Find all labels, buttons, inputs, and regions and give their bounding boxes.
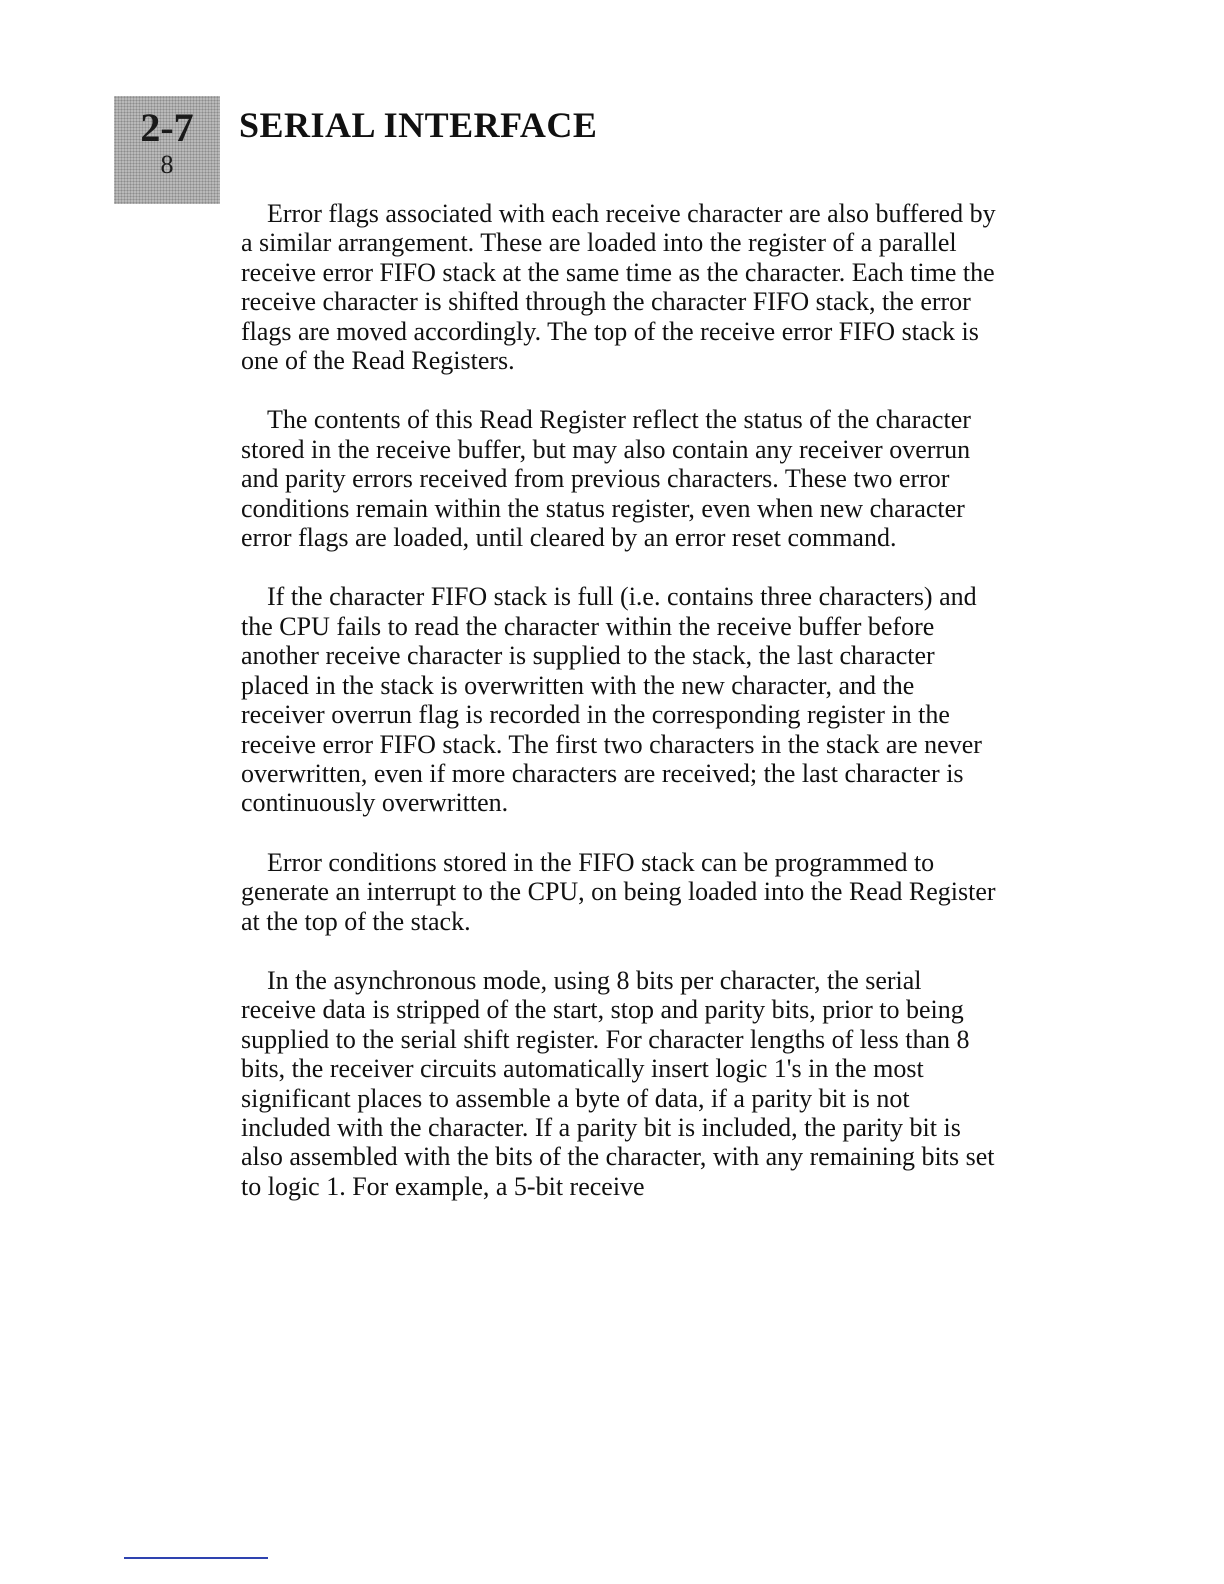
paragraph-async-mode: In the asynchronous mode, using 8 bits per character, the serial receive data is stripped of the start, stop and parity bits, prior to being supplied to the serial shift register. For character lengths of less than 8 bits, the receiver circuits automatically insert logic 1's in the most significant places to assemble a byte of data, if a parity bit is not included with the character. If a parity bit is included, the parity bit is also assembled with the bits of the character, with any remaining bits set to logic 1. For example, a 5-bit receive [241,965,995,1201]
section-tab [114,96,220,204]
page-title: SERIAL INTERFACE [239,105,598,145]
body-text [241,199,1001,1231]
section-subnumber: 8 [160,150,174,179]
paragraph-error-interrupt: Error conditions stored in the FIFO stack can be programmed to generate an interrupt to the CPU, on being loaded into the Read Register at the top of the stack. [241,847,996,936]
section-number: 2-7 [140,105,194,150]
paragraph-error-flags: Error flags associated with each receive character are also buffered by a similar arrangement. These are loaded into the register of a parallel receive error FIFO stack at the same time as the character. Each time the receive character is shifted through the character FIFO stack, the error flags are moved accordingly. The top of the receive error FIFO stack is one of the Read Registers. [241,199,996,376]
paragraph-read-register: The contents of this Read Register reflect the status of the character stored in the receive buffer, but may also contain any receiver overrun and parity errors received from previous characters. These two error conditions remain within the status register, even when new character error flags are loaded, until cleared by an error reset command. [241,405,971,553]
paragraph-fifo-full: If the character FIFO stack is full (i.e. contains three characters) and the CPU fails to read the character within the receive buffer before another receive character is supplied to the stack, the last character placed in the stack is overwritten with the new character, and the receiver overrun flag is recorded in the corresponding register in the receive error FIFO stack. The first two characters in the stack are never overwritten, even if more characters are received; the last character is continuously overwritten. [241,582,982,818]
footer-rule [124,1557,268,1559]
